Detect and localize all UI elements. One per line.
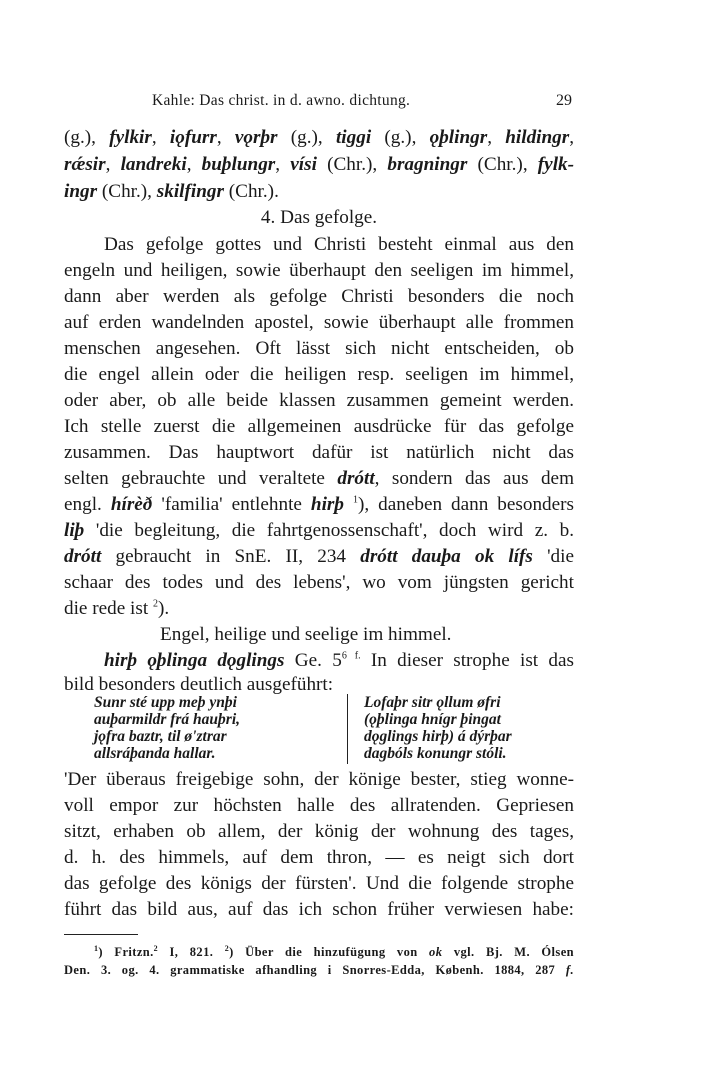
verse-right xyxy=(364,694,512,762)
paragraph-line: führt das bild aus, auf das ich schon früher verwiesen habe: xyxy=(64,899,574,920)
paragraph-line: bild besonders deutlich ausgeführt: xyxy=(64,674,334,695)
term: fylk- xyxy=(537,154,575,175)
line-text: , xyxy=(487,127,506,148)
footnote-marker: 2 xyxy=(224,943,230,953)
text-line xyxy=(64,153,574,177)
term: skilfingr xyxy=(156,181,224,202)
paragraph-line: zusammen. Das hauptwort dafür ist natürlich nicht das xyxy=(64,442,574,463)
term: vǫrþr xyxy=(234,127,278,148)
paragraph-line: die engel allein oder die heiligen resp. seeligen im himmel, xyxy=(64,364,574,385)
term: ingr xyxy=(64,181,98,202)
term: hirþ xyxy=(310,494,344,515)
line-text: ), daneben dann besonders xyxy=(357,494,575,515)
text-line xyxy=(64,180,574,204)
section-heading: 4. Das gefolge. xyxy=(260,207,378,228)
verse-line: dǫglings hirþ) á dýrþar xyxy=(364,728,512,745)
term: tiggi xyxy=(335,127,372,148)
paragraph-line xyxy=(64,519,574,543)
verse-line: auþarmildr frá hauþri, xyxy=(94,711,241,728)
paragraph-line: das gefolge des königs der fürsten'. Und die folgende strophe xyxy=(64,873,574,894)
footnote-ref[interactable]: 1 xyxy=(352,494,358,506)
line-text: 'familia' entlehnte xyxy=(152,494,311,515)
term: hildingr xyxy=(505,127,570,148)
line-text: (Chr.), xyxy=(97,181,157,202)
verse-line: Sunr sté upp meþ ynþi xyxy=(94,694,237,711)
paragraph-line: dann aber werden als gefolge Christi besonders die noch xyxy=(64,286,574,307)
line-text: , xyxy=(105,154,121,175)
line-text xyxy=(344,494,353,515)
paragraph-line: auf erden wandelnden apostel, sowie überhaupt alle frommen xyxy=(64,312,574,333)
term: drótt xyxy=(64,546,102,567)
footnote-text: vgl. Bj. M. Ólsen xyxy=(442,945,574,959)
footnote-rule xyxy=(64,934,138,935)
subsection-heading: Engel, heilige und seelige im himmel. xyxy=(160,624,452,645)
line-text: ). xyxy=(157,598,170,619)
footnote-text: Den. 3. og. 4. grammatiske afhandling i Snorres-Edda, Københ. 1884, 287 xyxy=(64,963,566,977)
line-text: (g.), xyxy=(371,127,430,148)
line-text: (Chr.). xyxy=(223,181,279,202)
edition-marker: 2 xyxy=(153,943,159,953)
paragraph-line xyxy=(64,545,574,569)
running-head: Kahle: Das christ. in d. awno. dichtung. xyxy=(152,92,411,109)
line-text: (Chr.), xyxy=(316,154,388,175)
page-number: 29 xyxy=(556,92,572,109)
footnote-text: I, 821. xyxy=(158,945,225,959)
paragraph-line xyxy=(64,493,574,517)
footnote-text: ) Über die hinzufügung von xyxy=(229,945,430,959)
paragraph-line: voll empor zur höchsten halle des allratenden. Gepriesen xyxy=(64,795,574,816)
term: rǽsir xyxy=(64,154,106,175)
paragraph-line: Das gefolge gottes und Christi besteht einmal aus den xyxy=(104,234,574,255)
footnote-text: ) Fritzn. xyxy=(98,945,154,959)
line-text: 'die xyxy=(532,546,574,567)
line-text: (g.), xyxy=(64,127,110,148)
line-text: (Chr.), xyxy=(467,154,538,175)
line-text: In dieser strophe ist das xyxy=(360,650,574,671)
verse-line: dagbóls konungr stóli. xyxy=(364,745,507,762)
term: landreki xyxy=(120,154,187,175)
paragraph-line: sitzt, erhaben ob allem, der könig der wohnung des tages, xyxy=(64,821,574,842)
verse-line: Lofaþr sitr ǫllum øfri xyxy=(364,694,501,711)
paragraph-line: 'Der überaus freigebige sohn, der könige bester, stieg wonne- xyxy=(64,769,574,790)
line-text: , sondern das aus dem xyxy=(374,468,574,489)
term: drótt xyxy=(337,468,375,489)
footnote-ref[interactable]: 2 xyxy=(152,598,158,610)
footnote xyxy=(64,962,574,979)
line-text: , xyxy=(216,127,235,148)
term: fylkir xyxy=(109,127,152,148)
term: iǫfurr xyxy=(169,127,217,148)
term: drótt dauþa ok lífs xyxy=(360,546,533,567)
line-text: engl. xyxy=(64,494,111,515)
line-text: Ge. 5 xyxy=(284,650,342,671)
paragraph-line xyxy=(104,649,574,673)
page-header xyxy=(64,92,572,114)
line-text: , xyxy=(151,127,170,148)
paragraph-line: oder aber, ob alle beide klassen zusammen gemeint werden. xyxy=(64,390,574,411)
verse-divider xyxy=(347,694,348,764)
text-line xyxy=(64,126,574,150)
line-text: (g.), xyxy=(277,127,336,148)
footnote-marker: 1 xyxy=(94,943,99,953)
term: bragningr xyxy=(387,154,468,175)
term: hirþ ǫþlinga dǫglings xyxy=(104,650,285,671)
paragraph-line: schaar des todes und des lebens', wo vom jüngsten gericht xyxy=(64,572,574,593)
line-text: , xyxy=(275,154,291,175)
verse-ref: 6 f. xyxy=(341,650,361,662)
paragraph-line xyxy=(64,597,574,621)
term: buþlungr xyxy=(201,154,276,175)
paragraph-line: d. h. des himmels, auf dem thron, — es neigt sich dort xyxy=(64,847,574,868)
line-text: gebraucht in SnE. II, 234 xyxy=(101,546,361,567)
verse-line: allsráþanda hallar. xyxy=(94,745,216,762)
footnote xyxy=(94,944,574,961)
paragraph-line: Ich stelle zuerst die allgemeinen ausdrücke für das gefolge xyxy=(64,416,574,437)
line-text: , xyxy=(186,154,202,175)
verse-line: jǫfra baztr, til ø'ztrar xyxy=(94,728,227,745)
term: ok xyxy=(429,945,443,959)
term: hírèð xyxy=(110,494,153,515)
term: liþ xyxy=(64,520,85,541)
line-text: , xyxy=(569,127,575,148)
line-text: 'die begleitung, die fahrtgenossenschaft', doch wird z. b. xyxy=(84,520,574,541)
verse-left xyxy=(94,694,240,762)
paragraph-line: engeln und heiligen, sowie überhaupt den seeligen im himmel, xyxy=(64,260,574,281)
paragraph-line: menschen angesehen. Oft lässt sich nicht entscheiden, ob xyxy=(64,338,574,359)
term: vísi xyxy=(290,154,317,175)
verse-line: (ǫþlinga hnígr þingat xyxy=(364,711,501,728)
term: ǫþlingr xyxy=(429,127,488,148)
line-text: selten gebrauchte und veraltete xyxy=(64,468,338,489)
line-text: die rede ist xyxy=(64,598,153,619)
term: f. xyxy=(565,963,574,977)
paragraph-line xyxy=(64,467,574,491)
